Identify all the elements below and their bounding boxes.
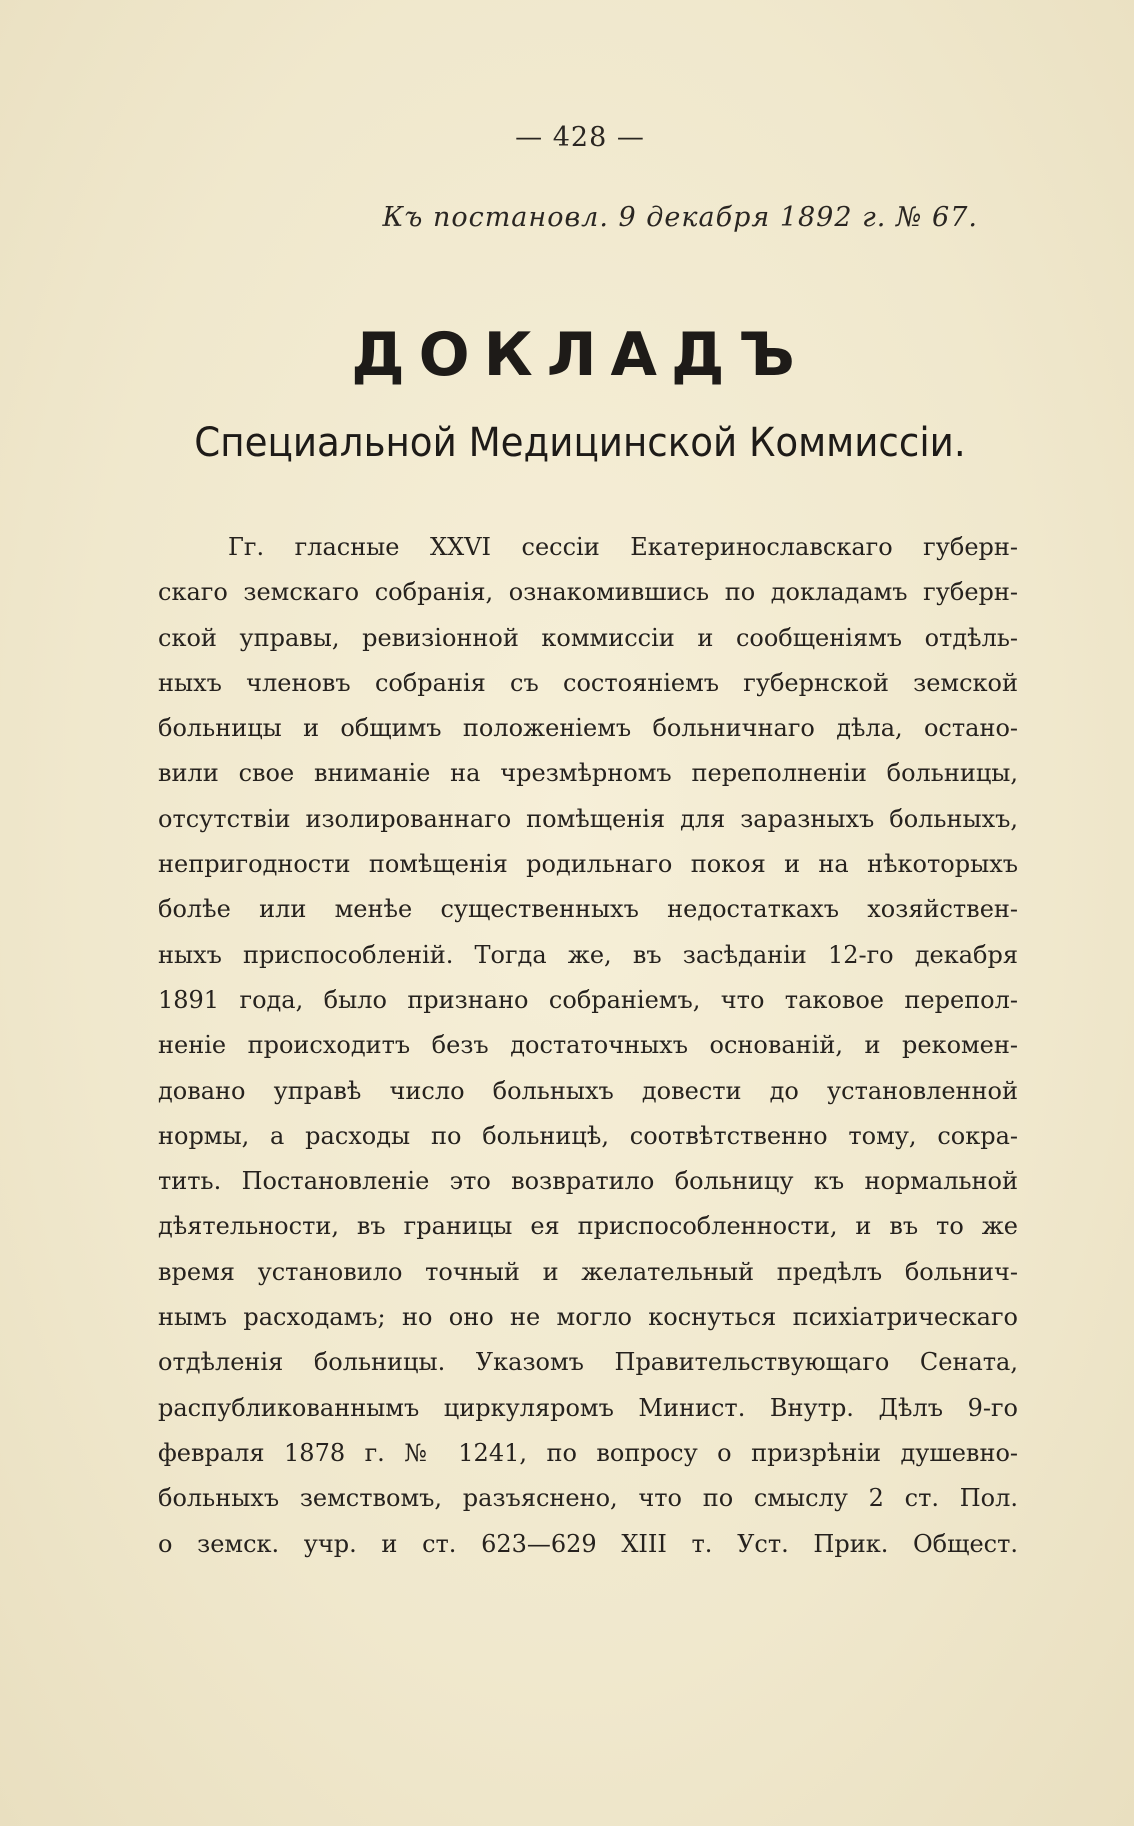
- text-line: Гг. гласные XXVI сессіи Екатеринославскаго губерн-: [228, 533, 1018, 561]
- text-line: отсутствіи изолированнаго помѣщенія для заразныхъ больныхъ,: [158, 804, 1018, 833]
- text-line: время установило точный и желательный предѣлъ больнич-: [158, 1257, 1018, 1286]
- text-line: отдѣленія больницы. Указомъ Правительствующаго Сената,: [158, 1348, 1018, 1377]
- text-line: непригодности помѣщенія родильнаго покоя и на нѣкоторыхъ: [158, 850, 1018, 879]
- text-line: вили свое вниманіе на чрезмѣрномъ переполненіи больницы,: [158, 759, 1018, 788]
- text-line: больныхъ земствомъ, разъяснено, что по смыслу 2 ст. Пол.: [158, 1484, 1018, 1513]
- text-line: ныхъ приспособленій. Тогда же, въ засѣданіи 12-го декабря: [158, 940, 1018, 969]
- text-line: нормы, а расходы по больницѣ, соотвѣтственно тому, сокра-: [158, 1121, 1018, 1150]
- text-line: 1891 года, было признано собраніемъ, что таковое перепол-: [158, 985, 1018, 1014]
- text-line: неніе происходитъ безъ достаточныхъ основаній, и рекомен-: [158, 1031, 1018, 1060]
- body-text: [158, 525, 1018, 1567]
- text-line: распубликованнымъ циркуляромъ Минист. Внутр. Дѣлъ 9-го: [158, 1393, 1018, 1422]
- text-line: дѣятельности, въ границы ея приспособленности, и въ то же: [158, 1212, 1018, 1241]
- text-line: о земск. учр. и ст. 623—629 XIII т. Уст. Прик. Общест.: [158, 1529, 1018, 1558]
- text-line: нымъ расходамъ; но оно не могло коснуться психіатрическаго: [158, 1303, 1018, 1332]
- text-line: скаго земскаго собранія, ознакомившись по докладамъ губерн-: [158, 578, 1018, 607]
- text-line: болѣе или менѣе существенныхъ недостаткахъ хозяйствен-: [158, 895, 1018, 924]
- document-title: ДОКЛАДЪ: [351, 320, 809, 390]
- text-line: тить. Постановленіе это возвратило больницу къ нормальной: [158, 1167, 1018, 1196]
- text-line: ныхъ членовъ собранія съ состояніемъ губернской земской: [158, 668, 1018, 697]
- text-line: больницы и общимъ положеніемъ больничнаго дѣла, остано-: [158, 714, 1018, 743]
- text-line: довано управѣ число больныхъ довести до установленной: [158, 1076, 1018, 1105]
- text-line: ской управы, ревизіонной коммиссіи и сообщеніямъ отдѣль-: [158, 623, 1018, 652]
- resolution-reference: Къ постановл. 9 декабря 1892 г. № 67.: [382, 202, 978, 233]
- text-line: февраля 1878 г. № 1241, по вопросу о призрѣніи душевно-: [158, 1438, 1018, 1467]
- page-number: — 428 —: [515, 122, 645, 153]
- document-subtitle: Специальной Медицинской Коммиссіи.: [194, 420, 966, 466]
